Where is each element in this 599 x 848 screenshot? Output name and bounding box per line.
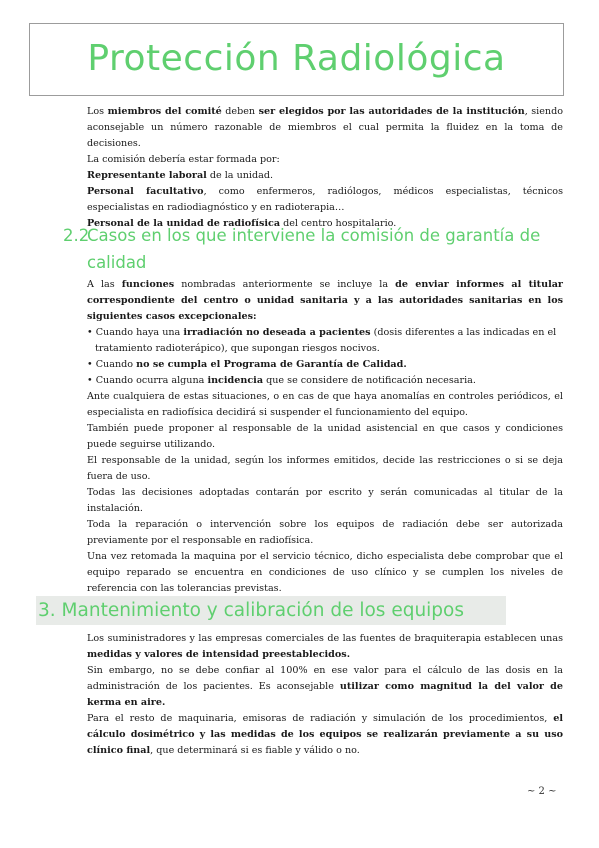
page-number: ~ 2 ~ xyxy=(527,786,557,797)
bullet-item-continued: tratamiento radioterápico), que supongan riesgos nocivos. xyxy=(95,343,380,354)
text: nombradas anteriormente se incluye la xyxy=(174,279,396,290)
paragraph: La comisión debería estar formada por: xyxy=(87,154,280,165)
text: , que determinará si es fiable y válido o no. xyxy=(150,745,360,756)
text: Los xyxy=(87,106,108,117)
text: deben xyxy=(221,106,259,117)
text: , como enfermeros, radiólogos, médicos especialistas, técnicos especialistas en radiodiagnóstico y en radioterapia… xyxy=(87,186,563,213)
text: que se considere de notificación necesaria. xyxy=(263,375,476,386)
paragraph: También puede proponer al responsable de la unidad asistencial en que casos y condiciones puede seguirse utilizando. xyxy=(87,423,563,450)
paragraph: Toda la reparación o intervención sobre los equipos de radiación debe ser autorizada previamente por el responsable en radiofísica. xyxy=(87,519,563,546)
heading-number: 3. xyxy=(38,600,56,621)
paragraph xyxy=(87,168,563,184)
bold-text: Personal facultativo xyxy=(87,186,204,197)
section-committee xyxy=(87,104,563,232)
bold-text: Personal de la unidad de radiofísica xyxy=(87,218,281,229)
paragraph: El responsable de la unidad, según los informes emitidos, decide las restricciones o si se deja fuera de uso. xyxy=(87,455,563,482)
bold-text: funciones xyxy=(121,279,175,290)
page-title: Protección Radiológica xyxy=(87,38,506,79)
text: Los suministradores y las empresas comerciales de las fuentes de braquiterapia establecen unas xyxy=(87,633,563,644)
text: Para el resto de maquinaria, emisoras de radiación y simulación de los procedimientos, xyxy=(87,713,554,724)
text: , siendo aconsejable un número razonable de miembros el cual permita la fluidez en la toma de decisiones. xyxy=(87,106,563,149)
text: de la unidad. xyxy=(206,170,274,181)
heading-text: Mantenimiento y calibración de los equipos xyxy=(61,600,465,621)
paragraph xyxy=(87,277,563,325)
paragraph: Ante cualquiera de estas situaciones, o en cas de que haya anomalías en controles periódicos, el especialista en radiofísica decidirá si suspender el funcionamiento del equipo. xyxy=(87,391,563,418)
title-box xyxy=(29,23,564,96)
bold-text: ser elegidos por las autoridades de la institución xyxy=(258,106,525,117)
heading-text-continued: calidad xyxy=(87,253,147,272)
text: (dosis diferentes a las indicadas en el xyxy=(370,327,557,338)
text: Cuando ocurra alguna xyxy=(95,375,208,386)
paragraph xyxy=(87,104,563,152)
bullet-item: • Cuando no se cumpla el Programa de Garantía de Calidad. xyxy=(87,359,407,370)
section-heading-3 xyxy=(36,596,506,625)
text: Sin embargo, no se debe confiar al 100% en ese valor para el cálculo de las dosis en la administración de los pacientes. Es aconsejable xyxy=(87,665,563,692)
heading-number: 2.2 xyxy=(63,226,90,245)
paragraph xyxy=(87,663,563,711)
bold-text: utilizar como magnitud la del valor de kerma en aire. xyxy=(87,681,563,708)
bold-text: medidas y valores de intensidad preestablecidos. xyxy=(87,649,351,660)
text: del centro hospitalario. xyxy=(280,218,397,229)
bold-text: no se cumpla el Programa de Garantía de Calidad. xyxy=(136,359,407,370)
section-heading-2-2 xyxy=(63,222,563,276)
text: A las xyxy=(87,279,122,290)
paragraph xyxy=(87,631,563,663)
section-cases xyxy=(87,277,563,597)
text: Cuando haya una xyxy=(95,327,184,338)
text: Cuando xyxy=(95,359,137,370)
bold-text: de enviar informes al titular correspondiente del centro o unidad sanitaria y a las autoridades sanitarias en los siguientes casos excepcionales: xyxy=(87,279,563,322)
bold-text: el cálculo dosimétrico y las medidas de los equipos se realizarán previamente a su uso clínico final xyxy=(87,713,563,756)
heading-text: Casos en los que interviene la comisión de garantía de xyxy=(87,226,541,245)
section-maintenance xyxy=(87,631,563,759)
bold-text: incidencia xyxy=(207,375,264,386)
paragraph xyxy=(87,184,563,216)
bold-text: irradiación no deseada a pacientes xyxy=(183,327,371,338)
bullet-item: • Cuando haya una irradiación no deseada a pacientes (dosis diferentes a las indicadas en el xyxy=(87,327,557,338)
bold-text: Representante laboral xyxy=(87,170,207,181)
paragraph: Todas las decisiones adoptadas contarán por escrito y serán comunicadas al titular de la instalación. xyxy=(87,487,563,514)
bullet-item: • Cuando ocurra alguna incidencia que se considere de notificación necesaria. xyxy=(87,375,476,386)
bold-text: miembros del comité xyxy=(107,106,222,117)
paragraph: Una vez retomada la maquina por el servicio técnico, dicho especialista debe comprobar que el equipo reparado se encuentra en condiciones de uso clínico y se cumplen los niveles de referencia con las tolerancias previstas. xyxy=(87,551,563,594)
paragraph xyxy=(87,711,563,759)
